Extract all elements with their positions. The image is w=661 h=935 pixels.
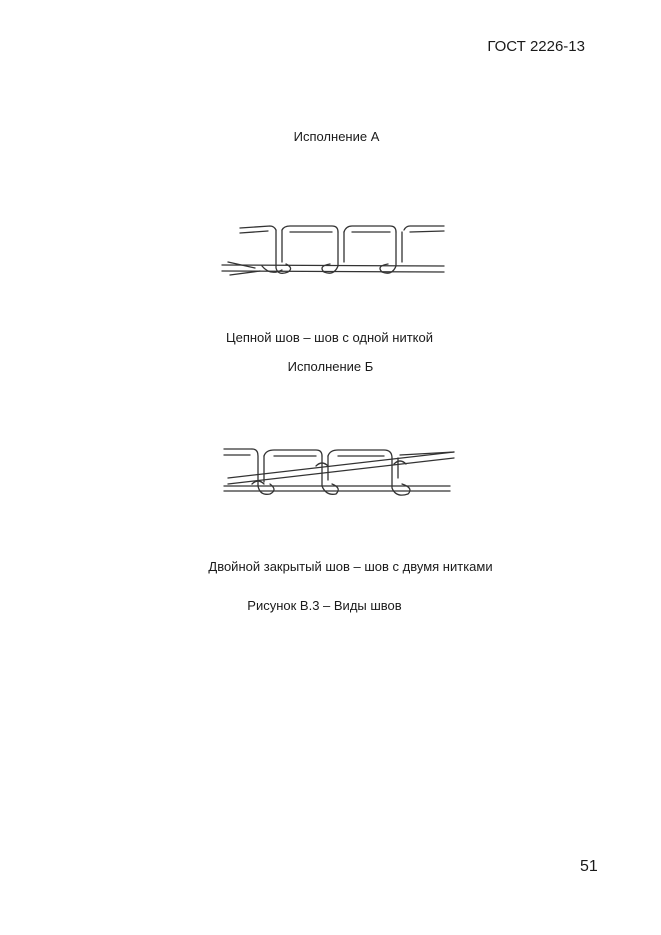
variant-b-caption: Двойной закрытый шов – шов с двумя нитками (208, 559, 493, 574)
page-number: 51 (580, 858, 598, 875)
standard-number: ГОСТ 2226-13 (487, 38, 585, 55)
double-closed-seam-illustration (0, 435, 661, 515)
variant-a-title: Исполнение А (293, 129, 380, 144)
figure-caption: Рисунок В.3 – Виды швов (247, 598, 402, 613)
variant-b-title: Исполнение Б (287, 359, 374, 374)
chain-seam-illustration (0, 205, 661, 295)
variant-a-caption: Цепной шов – шов с одной ниткой (225, 330, 433, 345)
